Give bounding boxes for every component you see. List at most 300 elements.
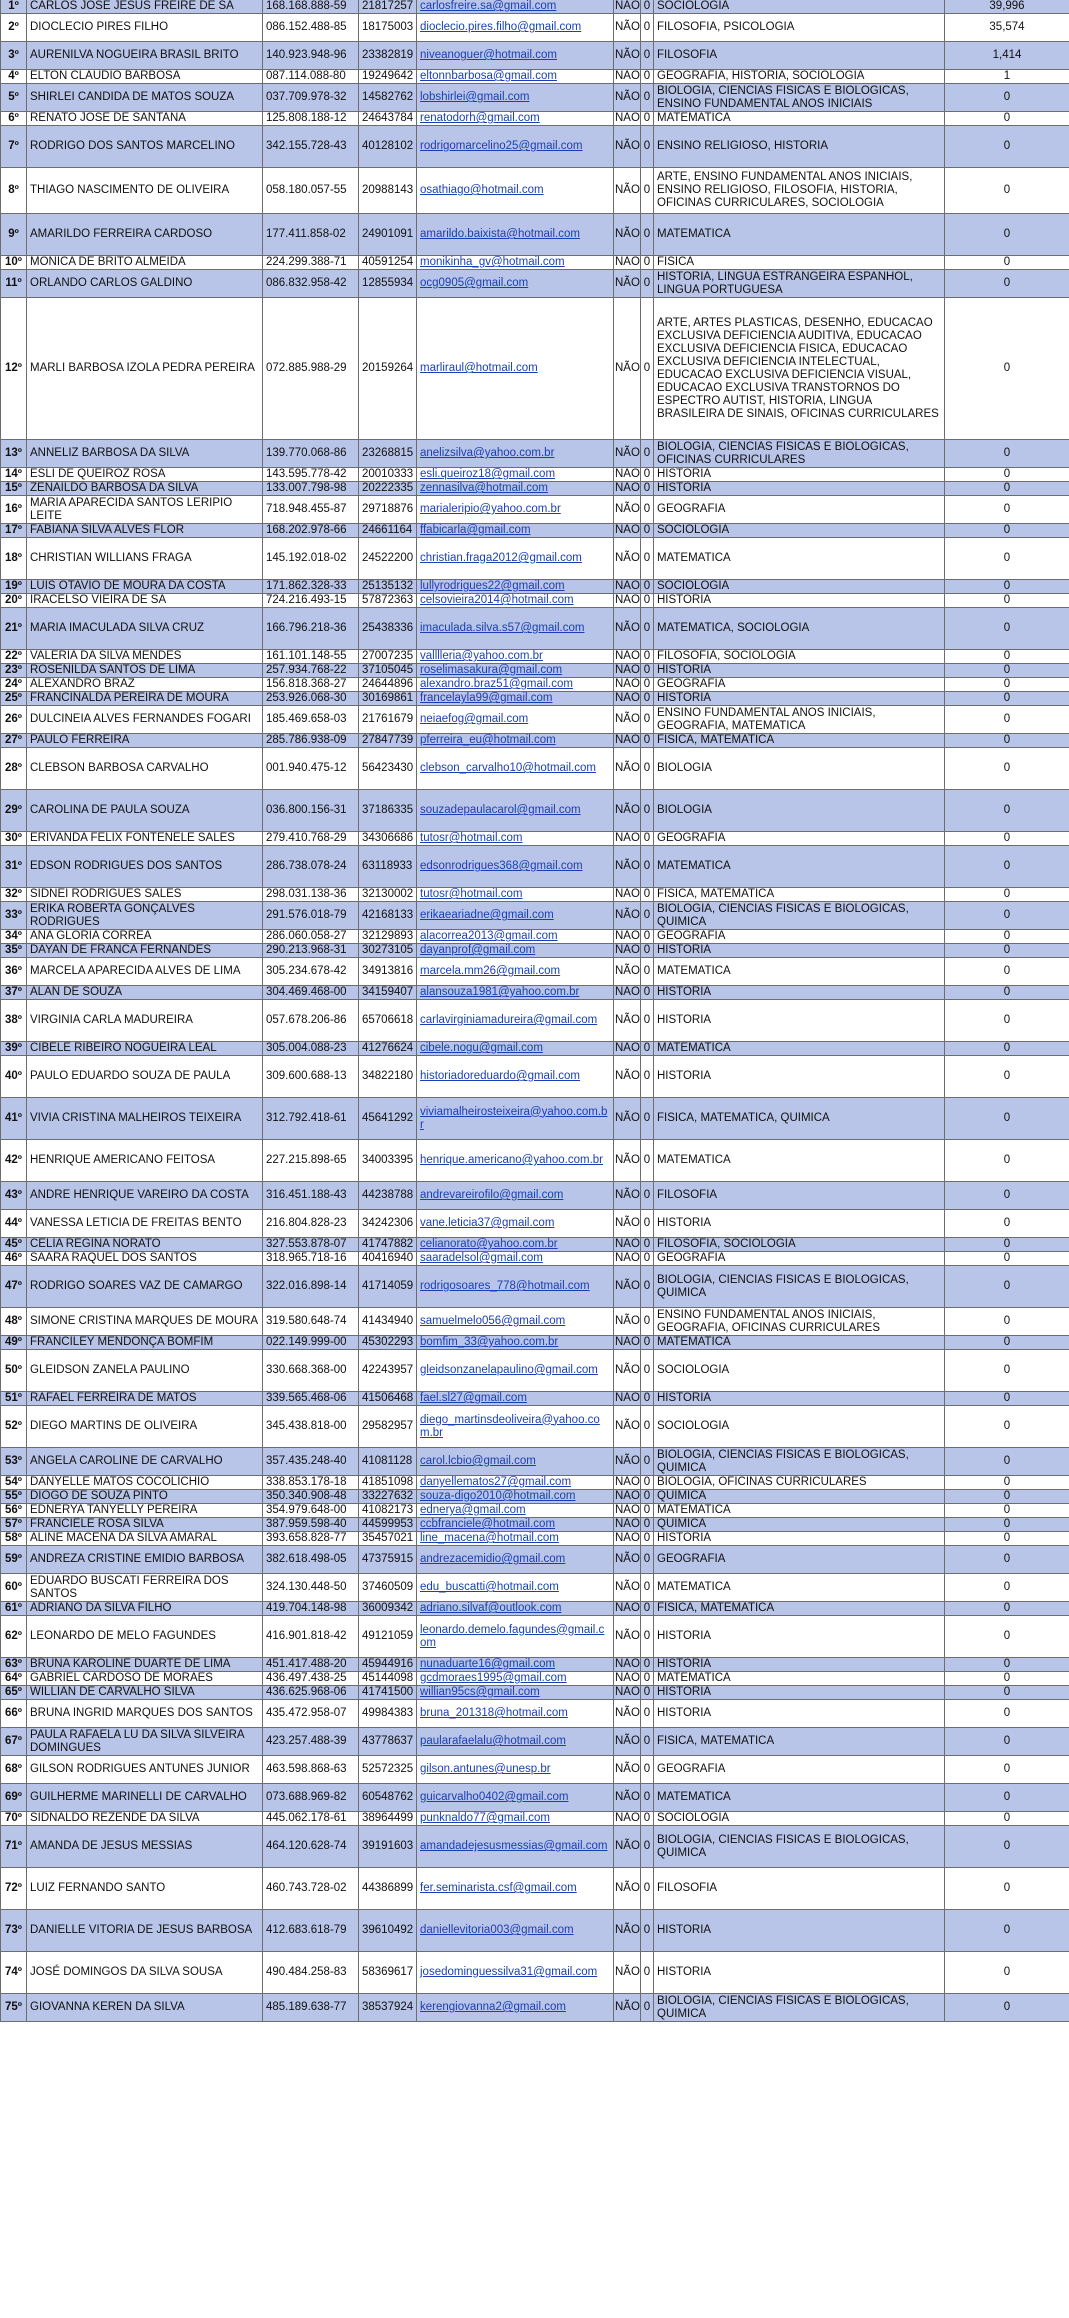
subjects-cell: HISTORIA [654, 468, 945, 482]
flag-cell: 0 [641, 1518, 654, 1532]
email-link[interactable]: historiadoreduardo@gmail.com [420, 1070, 580, 1082]
table-row [1, 748, 1069, 790]
rg-cell: 35457021 [359, 1532, 417, 1546]
cpf-cell: 312.792.418-61 [263, 1098, 359, 1140]
email-link[interactable]: monikinha_gv@hotmail.com [420, 256, 565, 268]
email-link[interactable]: cibele.nogu@gmail.com [420, 1042, 543, 1054]
email-link[interactable]: marcela.mm26@gmail.com [420, 965, 561, 977]
flag-cell: 0 [641, 1336, 654, 1350]
flag-cell: 0 [641, 1952, 654, 1994]
email-link[interactable]: alacorrea2013@gmail.com [420, 930, 558, 942]
cpf-cell: 133.007.798-98 [263, 482, 359, 496]
email-link[interactable]: nunaduarte16@gmail.com [420, 1658, 556, 1670]
disability-cell: NÃO [615, 664, 640, 676]
email-link[interactable]: osathiago@hotmail.com [420, 184, 544, 196]
email-link[interactable]: imaculada.silva.s57@gmail.com [420, 622, 585, 634]
table-row [1, 1686, 1069, 1700]
email-link[interactable]: esli.queiroz18@gmail.com [420, 468, 556, 480]
flag-cell: 0 [641, 608, 654, 650]
email-link[interactable]: celsovieira2014@hotmail.com [420, 594, 574, 606]
disability-cell: NÃO [614, 1448, 641, 1476]
email-link[interactable]: celianorato@yahoo.com.br [420, 1238, 558, 1250]
email-link[interactable]: souzadepaulacarol@gmail.com [420, 804, 581, 816]
table-row [1, 1000, 1069, 1042]
email-link[interactable]: marialeripio@yahoo.com.br [420, 503, 561, 515]
email-cell [417, 42, 614, 70]
email-link[interactable]: fer.seminarista.csf@gmail.com [420, 1882, 577, 1894]
table-row [1, 496, 1069, 524]
email-link[interactable]: eltonnbarbosa@gmail.com [420, 70, 557, 82]
position-cell: 54º [1, 1476, 27, 1490]
score-cell: 39,996 [945, 0, 1069, 14]
email-link[interactable]: josedominguessilva31@gmail.com [420, 1966, 598, 1978]
score-cell: 0 [945, 214, 1069, 256]
subjects-cell: GEOGRAFIA [654, 496, 945, 524]
name-cell: MARIA APARECIDA SANTOS LERIPIO LEITE [27, 496, 263, 524]
name-cell: ALEXANDRO BRAZ [27, 678, 263, 692]
name-cell: ERIKA ROBERTA GONÇALVES RODRIGUES [27, 902, 263, 930]
email-cell [417, 168, 614, 214]
email-link[interactable]: saaradelsol@gmail.com [420, 1252, 543, 1264]
email-link[interactable]: adriano.silvaf@outlook.com [420, 1602, 562, 1614]
position-cell: 4º [1, 70, 27, 84]
name-cell: ANNELIZ BARBOSA DA SILVA [27, 440, 263, 468]
rg-cell: 41851098 [359, 1476, 417, 1490]
disability-cell: NÃO [615, 1672, 640, 1684]
email-link[interactable]: diego_martinsdeoliveira@yahoo.com.br [420, 1413, 600, 1439]
cpf-cell: 305.004.088-23 [263, 1042, 359, 1056]
cpf-cell: 319.580.648-74 [263, 1308, 359, 1336]
subjects-cell: HISTORIA [654, 692, 945, 706]
rg-cell: 20988143 [359, 168, 417, 214]
email-link[interactable]: kerengiovanna2@gmail.com [420, 2001, 566, 2013]
name-cell: DULCINEIA ALVES FERNANDES FOGARI [27, 706, 263, 734]
email-cell [417, 1616, 614, 1658]
disability-cell: NÃO [615, 1042, 640, 1054]
disability-cell: NÃO [615, 1252, 640, 1264]
email-link[interactable]: leonardo.demelo.fagundes@gmail.com [420, 1623, 605, 1649]
score-cell: 0 [945, 1826, 1069, 1868]
score-cell: 35,574 [945, 14, 1069, 42]
disability-cell: NÃO [614, 902, 641, 930]
rg-cell: 20159264 [359, 298, 417, 440]
flag-cell: 0 [641, 790, 654, 832]
flag-cell: 0 [641, 1210, 654, 1238]
flag-cell: 0 [641, 256, 654, 270]
email-link[interactable]: valllleria@yahoo.com.br [420, 650, 543, 662]
flag-cell: 0 [641, 1686, 654, 1700]
position-cell: 14º [1, 468, 27, 482]
email-link[interactable]: vane.leticia37@gmail.com [420, 1217, 555, 1229]
subjects-cell: BIOLOGIA, CIENCIAS FISICAS E BIOLOGICAS, OFICINAS CURRICULARES [654, 440, 945, 468]
rg-cell: 34242306 [359, 1210, 417, 1238]
score-cell: 0 [945, 1098, 1069, 1140]
rg-cell: 42168133 [359, 902, 417, 930]
name-cell: CLEBSON BARBOSA CARVALHO [27, 748, 263, 790]
email-link[interactable]: andrevareirofilo@gmail.com [420, 1189, 564, 1201]
table-row [1, 1728, 1069, 1756]
disability-cell: NÃO [615, 986, 640, 998]
email-cell [417, 84, 614, 112]
score-cell: 0 [945, 1658, 1069, 1672]
cpf-cell: 463.598.868-63 [263, 1756, 359, 1784]
disability-cell: NÃO [614, 1266, 641, 1308]
cpf-cell: 298.031.138-36 [263, 888, 359, 902]
email-link[interactable]: ffabicarla@gmail.com [420, 524, 531, 536]
name-cell: EDSON RODRIGUES DOS SANTOS [27, 846, 263, 888]
position-cell: 21º [1, 608, 27, 650]
flag-cell: 0 [641, 958, 654, 986]
score-cell: 0 [945, 1518, 1069, 1532]
subjects-cell: BIOLOGIA [654, 790, 945, 832]
rg-cell: 19249642 [359, 70, 417, 84]
table-row [1, 270, 1069, 298]
rg-cell: 47375915 [359, 1546, 417, 1574]
table-row [1, 1476, 1069, 1490]
cpf-cell: 156.818.368-27 [263, 678, 359, 692]
email-link[interactable]: fael.sl27@gmail.com [420, 1392, 527, 1404]
disability-cell: NÃO [614, 1182, 641, 1210]
flag-cell: 0 [641, 42, 654, 70]
disability-cell: NÃO [614, 1406, 641, 1448]
email-link[interactable]: anelizsilva@yahoo.com.br [420, 447, 555, 459]
rg-cell: 29718876 [359, 496, 417, 524]
email-cell [417, 14, 614, 42]
email-link[interactable]: christian.fraga2012@gmail.com [420, 552, 582, 564]
email-link[interactable]: lullyrodrigues22@gmail.com [420, 580, 565, 592]
score-cell: 0 [945, 594, 1069, 608]
email-link[interactable]: marliraul@hotmail.com [420, 362, 538, 374]
email-link[interactable]: viviamalheirosteixeira@yahoo.com.br [420, 1105, 608, 1131]
email-link[interactable]: gleidsonzanelapaulino@gmail.com [420, 1364, 598, 1376]
disability-cell: NÃO [614, 440, 641, 468]
email-link[interactable]: ednerya@gmail.com [420, 1504, 526, 1516]
disability-cell: NÃO [614, 1784, 641, 1812]
flag-cell: 0 [641, 1994, 654, 2022]
table-row [1, 902, 1069, 930]
name-cell: VIRGINIA CARLA MADUREIRA [27, 1000, 263, 1042]
name-cell: MARIA IMACULADA SILVA CRUZ [27, 608, 263, 650]
rg-cell: 27007235 [359, 650, 417, 664]
email-link[interactable]: roselimasakura@gmail.com [420, 664, 563, 676]
disability-cell: NÃO [614, 706, 641, 734]
position-cell: 72º [1, 1868, 27, 1910]
cpf-cell: 322.016.898-14 [263, 1266, 359, 1308]
disability-cell: NÃO [615, 524, 640, 536]
email-link[interactable]: niveanoguer@hotmail.com [420, 49, 557, 61]
rg-cell: 24522200 [359, 538, 417, 580]
email-link[interactable]: henrique.americano@yahoo.com.br [420, 1154, 603, 1166]
email-link[interactable]: bomfim_33@yahoo.com.br [420, 1336, 559, 1348]
email-link[interactable]: danyellematos27@gmail.com [420, 1476, 572, 1488]
subjects-cell: HISTORIA [654, 1952, 945, 1994]
name-cell: DANIELLE VITORIA DE JESUS BARBOSA [27, 1910, 263, 1952]
flag-cell: 0 [641, 0, 654, 14]
email-link[interactable]: edu_buscatti@hotmail.com [420, 1581, 559, 1593]
subjects-cell: MATEMATICA [654, 1574, 945, 1602]
score-cell: 0 [945, 902, 1069, 930]
rg-cell: 41747882 [359, 1238, 417, 1252]
email-link[interactable]: samuelmelo056@gmail.com [420, 1315, 566, 1327]
email-link[interactable]: lobshirlei@gmail.com [420, 91, 530, 103]
email-link[interactable]: souza-digo2010@hotmail.com [420, 1490, 576, 1502]
name-cell: BRUNA KAROLINE DUARTE DE LIMA [27, 1658, 263, 1672]
email-link[interactable]: carol.lcbio@gmail.com [420, 1455, 536, 1467]
score-cell: 0 [945, 1952, 1069, 1994]
rg-cell: 29582957 [359, 1406, 417, 1448]
disability-cell: NÃO [614, 790, 641, 832]
subjects-cell: FILOSOFIA, SOCIOLOGIA [654, 1238, 945, 1252]
email-link[interactable]: amandadejesusmessias@gmail.com [420, 1840, 608, 1852]
email-cell [417, 440, 614, 468]
email-link[interactable]: erikaeariadne@gmail.com [420, 909, 554, 921]
rg-cell: 45144098 [359, 1672, 417, 1686]
flag-cell: 0 [641, 1574, 654, 1602]
flag-cell: 0 [641, 1826, 654, 1868]
name-cell: GABRIEL CARDOSO DE MORAES [27, 1672, 263, 1686]
rg-cell: 60548762 [359, 1784, 417, 1812]
score-cell: 0 [945, 1210, 1069, 1238]
email-cell [417, 482, 614, 496]
table-row [1, 608, 1069, 650]
email-link[interactable]: guicarvalho0402@gmail.com [420, 1791, 569, 1803]
email-link[interactable]: gcdmoraes1995@gmail.com [420, 1672, 567, 1684]
cpf-cell: 460.743.728-02 [263, 1868, 359, 1910]
disability-cell: NÃO [614, 748, 641, 790]
flag-cell: 0 [641, 1504, 654, 1518]
name-cell: SAARA RAQUEL DOS SANTOS [27, 1252, 263, 1266]
email-link[interactable]: neiaefog@gmail.com [420, 713, 529, 725]
email-cell [417, 1532, 614, 1546]
email-link[interactable]: tutosr@hotmail.com [420, 888, 523, 900]
score-cell: 0 [945, 832, 1069, 846]
cpf-cell: 168.202.978-66 [263, 524, 359, 538]
email-link[interactable]: tutosr@hotmail.com [420, 832, 523, 844]
table-row [1, 1406, 1069, 1448]
email-cell [417, 1210, 614, 1238]
table-row [1, 832, 1069, 846]
email-link[interactable]: line_macena@hotmail.com [420, 1532, 559, 1544]
email-link[interactable]: ccbfranciele@hotmail.com [420, 1518, 556, 1530]
cpf-cell: 253.926.068-30 [263, 692, 359, 706]
rg-cell: 40591254 [359, 256, 417, 270]
email-cell [417, 1672, 614, 1686]
subjects-cell: BIOLOGIA, CIENCIAS FISICAS E BIOLOGICAS, QUIMICA [654, 1266, 945, 1308]
disability-cell: NÃO [614, 1910, 641, 1952]
score-cell: 0 [945, 1350, 1069, 1392]
cpf-cell: 086.152.488-85 [263, 14, 359, 42]
email-link[interactable]: pferreira_eu@hotmail.com [420, 734, 556, 746]
email-link[interactable]: rodrigosoares_778@hotmail.com [420, 1280, 590, 1292]
flag-cell: 0 [641, 1868, 654, 1910]
rg-cell: 56423430 [359, 748, 417, 790]
subjects-cell: FILOSOFIA [654, 1868, 945, 1910]
rg-cell: 34306686 [359, 832, 417, 846]
email-link[interactable]: ocg0905@gmail.com [420, 277, 529, 289]
position-cell: 22º [1, 650, 27, 664]
email-link[interactable]: amarildo.baixista@hotmail.com [420, 228, 580, 240]
position-cell: 12º [1, 298, 27, 440]
email-link[interactable]: dioclecio.pires.filho@gmail.com [420, 21, 582, 33]
subjects-cell: FISICA, MATEMATICA [654, 1728, 945, 1756]
table-row [1, 70, 1069, 84]
name-cell: GLEIDSON ZANELA PAULINO [27, 1350, 263, 1392]
flag-cell: 0 [641, 270, 654, 298]
subjects-cell: MATEMATICA [654, 214, 945, 256]
flag-cell: 0 [641, 1266, 654, 1308]
score-cell: 0 [945, 1784, 1069, 1812]
name-cell: ERIVANDA FELIX FONTENELE SALES [27, 832, 263, 846]
subjects-cell: MATEMATICA [654, 958, 945, 986]
table-row [1, 650, 1069, 664]
email-link[interactable]: carlosfreire.sa@gmail.com [420, 0, 557, 12]
email-cell [417, 902, 614, 930]
email-link[interactable]: gilson.antunes@unesp.br [420, 1763, 551, 1775]
email-cell [417, 594, 614, 608]
position-cell: 25º [1, 692, 27, 706]
name-cell: DIOGO DE SOUZA PINTO [27, 1490, 263, 1504]
rg-cell: 41276624 [359, 1042, 417, 1056]
email-cell [417, 1140, 614, 1182]
score-cell: 0 [945, 1574, 1069, 1602]
subjects-cell: FILOSOFIA [654, 1182, 945, 1210]
email-link[interactable]: zennasilva@hotmail.com [420, 482, 549, 494]
cpf-cell: 324.130.448-50 [263, 1574, 359, 1602]
table-row [1, 256, 1069, 270]
name-cell: FABIANA SILVA ALVES FLOR [27, 524, 263, 538]
disability-cell: NÃO [615, 1658, 640, 1670]
flag-cell: 0 [641, 168, 654, 214]
position-cell: 62º [1, 1616, 27, 1658]
table-row [1, 1784, 1069, 1812]
email-link[interactable]: daniellevitoria003@gmail.com [420, 1924, 574, 1936]
rg-cell: 30273105 [359, 944, 417, 958]
email-link[interactable]: carlavirginiamadureira@gmail.com [420, 1014, 598, 1026]
rg-cell: 32129893 [359, 930, 417, 944]
disability-cell: NÃO [615, 1812, 640, 1824]
table-row [1, 14, 1069, 42]
name-cell: ORLANDO CARLOS GALDINO [27, 270, 263, 298]
email-link[interactable]: bruna_201318@hotmail.com [420, 1707, 568, 1719]
rg-cell: 41082173 [359, 1504, 417, 1518]
ranking-rows [1, 0, 1069, 2022]
table-row [1, 1518, 1069, 1532]
subjects-cell: GEOGRAFIA [654, 832, 945, 846]
cpf-cell: 086.832.958-42 [263, 270, 359, 298]
name-cell: LUIS OTAVIO DE MOURA DA COSTA [27, 580, 263, 594]
email-cell [417, 1252, 614, 1266]
name-cell: PAULA RAFAELA LU DA SILVA SILVEIRA DOMINGUES [27, 1728, 263, 1756]
name-cell: VALERIA DA SILVA MENDES [27, 650, 263, 664]
email-link[interactable]: paularafaelalu@hotmail.com [420, 1735, 566, 1747]
flag-cell: 0 [641, 482, 654, 496]
email-cell [417, 1952, 614, 1994]
rg-cell: 24643784 [359, 112, 417, 126]
rg-cell: 44599953 [359, 1518, 417, 1532]
rg-cell: 23268815 [359, 440, 417, 468]
cpf-cell: 416.901.818-42 [263, 1616, 359, 1658]
email-link[interactable]: rodrigomarcelino25@gmail.com [420, 140, 583, 152]
flag-cell: 0 [641, 1532, 654, 1546]
subjects-cell: BIOLOGIA, CIENCIAS FISICAS E BIOLOGICAS, QUIMICA [654, 1826, 945, 1868]
email-link[interactable]: francelayla99@gmail.com [420, 692, 553, 704]
position-cell: 42º [1, 1140, 27, 1182]
email-link[interactable]: clebson_carvalho10@hotmail.com [420, 762, 596, 774]
email-link[interactable]: andrezacemidio@gmail.com [420, 1553, 566, 1565]
flag-cell: 0 [641, 748, 654, 790]
position-cell: 18º [1, 538, 27, 580]
email-link[interactable]: dayanprof@gmail.com [420, 944, 536, 956]
email-cell [417, 832, 614, 846]
email-link[interactable]: renatodorh@gmail.com [420, 112, 540, 124]
rg-cell: 49984383 [359, 1700, 417, 1728]
flag-cell: 0 [641, 734, 654, 748]
subjects-cell: MATEMATICA [654, 1784, 945, 1812]
email-cell [417, 70, 614, 84]
email-cell [417, 524, 614, 538]
rg-cell: 34822180 [359, 1056, 417, 1098]
subjects-cell: MATEMATICA, SOCIOLOGIA [654, 608, 945, 650]
table-row [1, 1868, 1069, 1910]
table-row [1, 168, 1069, 214]
email-link[interactable]: punknaldo77@gmail.com [420, 1812, 550, 1824]
rg-cell: 39610492 [359, 1910, 417, 1952]
email-link[interactable]: willian95cs@gmail.com [420, 1686, 540, 1698]
name-cell: ALINE MACENA DA SILVA AMARAL [27, 1532, 263, 1546]
table-row [1, 930, 1069, 944]
name-cell: DAYAN DE FRANCA FERNANDES [27, 944, 263, 958]
rg-cell: 23382819 [359, 42, 417, 70]
score-cell: 0 [945, 1910, 1069, 1952]
rg-cell: 40128102 [359, 126, 417, 168]
email-link[interactable]: edsonrodrigues368@gmail.com [420, 860, 583, 872]
subjects-cell: SOCIOLOGIA [654, 1350, 945, 1392]
cpf-cell: 342.155.728-43 [263, 126, 359, 168]
email-link[interactable]: alexandro.braz51@gmail.com [420, 678, 573, 690]
position-cell: 20º [1, 594, 27, 608]
position-cell: 52º [1, 1406, 27, 1448]
name-cell: CIBELE RIBEIRO NOGUEIRA LEAL [27, 1042, 263, 1056]
email-cell [417, 608, 614, 650]
email-cell [417, 1994, 614, 2022]
email-cell [417, 1574, 614, 1602]
name-cell: DIEGO MARTINS DE OLIVEIRA [27, 1406, 263, 1448]
flag-cell: 0 [641, 1448, 654, 1476]
email-cell [417, 1308, 614, 1336]
rg-cell: 32130002 [359, 888, 417, 902]
disability-cell: NÃO [615, 930, 640, 942]
cpf-cell: 445.062.178-61 [263, 1812, 359, 1826]
position-cell: 36º [1, 958, 27, 986]
name-cell: AMARILDO FERREIRA CARDOSO [27, 214, 263, 256]
name-cell: ANDREZA CRISTINE EMIDIO BARBOSA [27, 1546, 263, 1574]
email-cell [417, 1266, 614, 1308]
email-cell [417, 1910, 614, 1952]
score-cell: 1,414 [945, 42, 1069, 70]
rg-cell: 65706618 [359, 1000, 417, 1042]
disability-cell: NÃO [614, 608, 641, 650]
email-link[interactable]: alansouza1981@yahoo.com.br [420, 986, 580, 998]
subjects-cell: MATEMATICA [654, 846, 945, 888]
email-cell [417, 1546, 614, 1574]
rg-cell: 25135132 [359, 580, 417, 594]
disability-cell: NÃO [614, 1868, 641, 1910]
position-cell: 2º [1, 14, 27, 42]
name-cell: FRANCIELE ROSA SILVA [27, 1518, 263, 1532]
rg-cell: 36009342 [359, 1602, 417, 1616]
disability-cell: NÃO [614, 1728, 641, 1756]
subjects-cell: MATEMATICA [654, 112, 945, 126]
